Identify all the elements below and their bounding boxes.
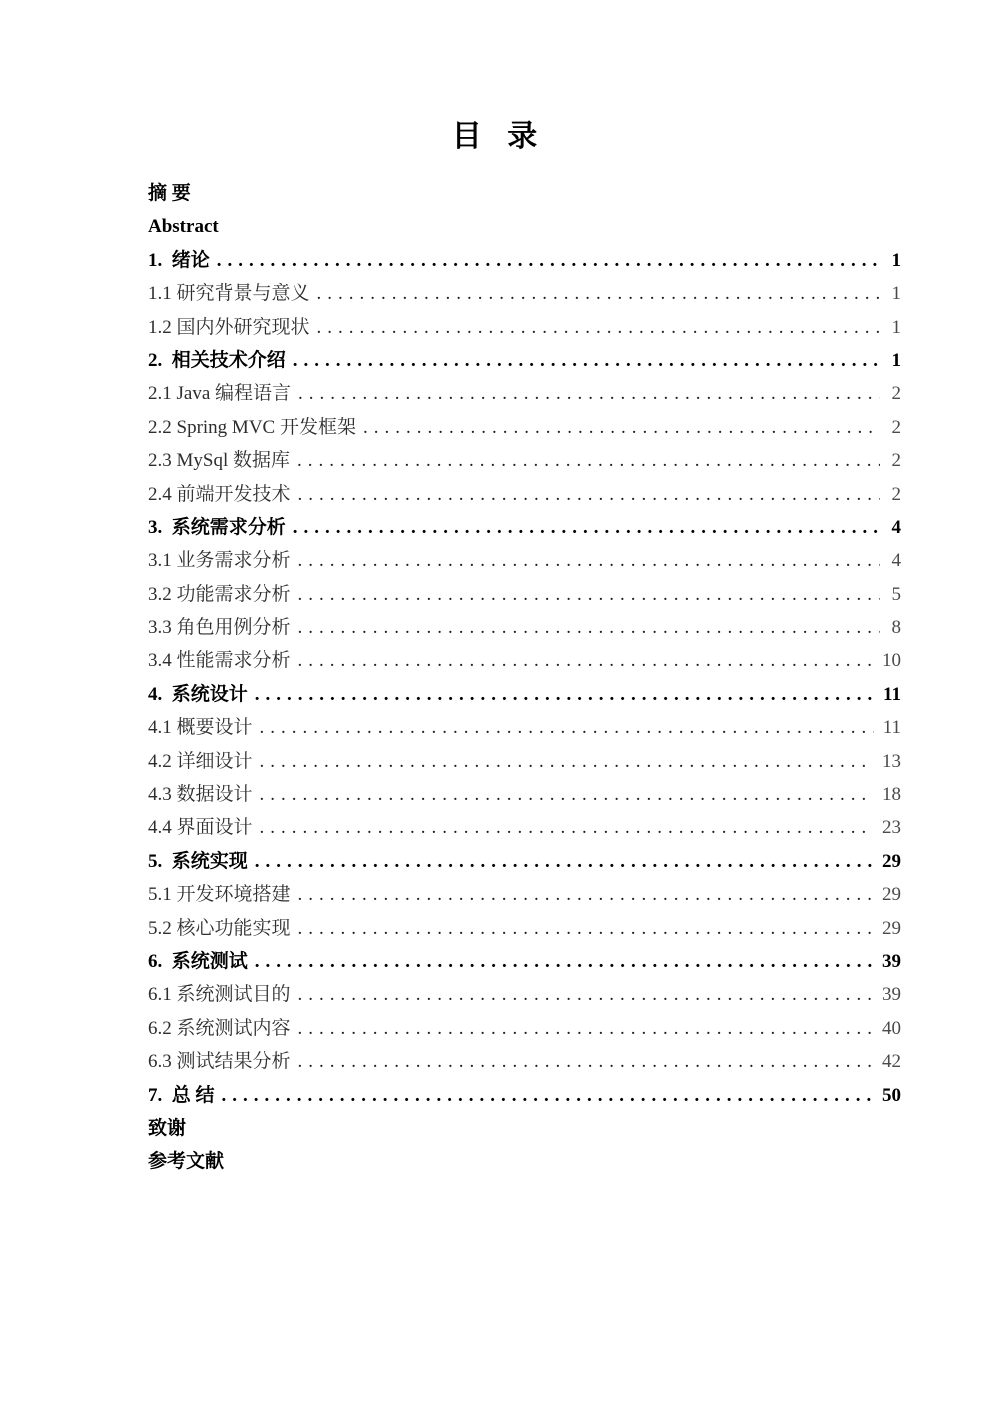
toc-list [148,177,901,1179]
toc-entry-label: 5.2 核心功能实现 [148,917,291,939]
toc-dot-leader [260,811,873,844]
toc-entry-label: 1.1 研究背景与意义 [148,283,310,305]
toc-entry [148,978,901,1011]
toc-entry-label: Abstract [148,216,219,238]
toc-entry [148,878,901,911]
toc-entry-label: 2.3 MySql 数据库 [148,450,290,472]
toc-entry-label: 2.4 前端开发技术 [148,483,291,505]
toc-entry [148,478,901,511]
toc-dot-leader [363,411,880,444]
toc-dot-leader [298,377,880,410]
toc-dot-leader [255,845,873,878]
toc-entry [148,411,901,444]
toc-entry-page: 8 [891,617,901,639]
toc-entry [148,1045,901,1078]
toc-dot-leader [293,511,880,544]
toc-dot-leader [260,778,873,811]
toc-entry [148,711,901,744]
toc-dot-leader [298,578,880,611]
toc-entry-page: 1 [891,249,901,271]
toc-entry-label: 3.3 角色用例分析 [148,617,291,639]
toc-dot-leader [298,644,873,677]
toc-entry [148,177,901,210]
toc-entry [148,311,901,344]
toc-entry-label: 4.4 界面设计 [148,817,253,839]
toc-dot-leader [297,444,880,477]
toc-dot-leader [255,678,874,711]
toc-entry-label: 3.4 性能需求分析 [148,650,291,672]
toc-entry-label: 5. 系统实现 [148,850,248,872]
toc-entry [148,1079,901,1112]
toc-entry [148,377,901,410]
toc-entry-page: 2 [891,383,901,405]
toc-entry-page: 13 [882,750,901,772]
toc-dot-leader [298,978,873,1011]
toc-entry-page: 11 [883,683,901,705]
toc-entry [148,644,901,677]
toc-dot-leader [298,878,873,911]
toc-entry [148,945,901,978]
toc-entry-label: 6.3 测试结果分析 [148,1051,291,1073]
toc-entry-page [889,1112,901,1145]
toc-entry-page: 2 [891,483,901,505]
toc-entry-label: 1. 绪论 [148,249,210,271]
toc-dot-leader [260,745,873,778]
page-title: 目 录 [451,120,540,153]
toc-entry-page: 1 [891,316,901,338]
toc-entry-page: 11 [882,717,901,739]
toc-entry-page: 39 [882,984,901,1006]
toc-dot-leader [193,1112,880,1145]
toc-dot-leader [298,544,880,577]
toc-entry [148,778,901,811]
toc-entry-page: 42 [882,1051,901,1073]
toc-entry-page: 4 [891,516,901,538]
toc-entry [148,845,901,878]
toc-entry-label: 2.1 Java 编程语言 [148,383,292,405]
toc-dot-leader [317,311,880,344]
toc-entry-label: 6.1 系统测试目的 [148,984,291,1006]
toc-entry [148,912,901,945]
toc-entry-label: 1.2 国内外研究现状 [148,316,310,338]
toc-entry-label: 摘 要 [148,183,191,204]
toc-dot-leader [217,244,880,277]
toc-entry-page: 5 [891,583,901,605]
toc-entry [148,244,901,277]
toc-entry-label: 4.2 详细设计 [148,750,253,772]
toc-entry-label: 3.2 功能需求分析 [148,583,291,605]
toc-entry [148,1145,901,1178]
toc-entry-label: 6. 系统测试 [148,950,248,972]
toc-entry-label: 致谢 [148,1117,187,1139]
toc-entry-page: 4 [891,550,901,572]
toc-entry [148,611,901,644]
toc-entry [148,544,901,577]
toc-dot-leader [298,1045,873,1078]
toc-entry-label: 3. 系统需求分析 [148,516,286,538]
toc-entry-page: 1 [891,283,901,305]
toc-entry-page: 2 [891,450,901,472]
toc-entry [148,277,901,310]
toc-entry-page [889,210,901,243]
toc-entry-label: 2. 相关技术介绍 [148,349,286,371]
toc-entry-page: 1 [891,349,901,371]
toc-entry-label: 4.3 数据设计 [148,784,253,806]
toc-dot-leader [260,711,874,744]
toc-entry-page: 40 [882,1017,901,1039]
toc-entry-label: 4.1 概要设计 [148,717,253,739]
toc-dot-leader [317,277,880,310]
toc-entry-page: 50 [882,1084,901,1106]
toc-entry [148,1112,901,1145]
toc-entry [148,444,901,477]
toc-entry-label: 6.2 系统测试内容 [148,1017,291,1039]
toc-entry-label: 3.1 业务需求分析 [148,550,291,572]
toc-entry-page [889,177,901,210]
toc-entry-label: 2.2 Spring MVC 开发框架 [148,416,356,438]
toc-dot-leader [222,1079,873,1112]
toc-dot-leader [298,912,873,945]
toc-dot-leader [298,1012,873,1045]
toc-entry-label: 参考文献 [148,1151,225,1173]
toc-dot-leader [298,478,880,511]
toc-entry-page: 23 [882,817,901,839]
toc-entry [148,745,901,778]
toc-dot-leader [298,611,880,644]
toc-entry [148,344,901,377]
toc-entry [148,511,901,544]
toc-entry-label: 7. 总 结 [148,1084,215,1106]
toc-entry-page: 39 [882,950,901,972]
toc-entry [148,811,901,844]
toc-entry-page: 29 [882,884,901,906]
toc-dot-leader [198,177,880,210]
toc-dot-leader [255,945,873,978]
toc-entry [148,678,901,711]
toc-entry-page: 29 [882,917,901,939]
toc-entry [148,210,901,243]
toc-dot-leader [231,1145,880,1178]
toc-entry-label: 5.1 开发环境搭建 [148,884,291,906]
toc-dot-leader [293,344,880,377]
toc-entry-label: 4. 系统设计 [148,683,248,705]
toc-entry [148,1012,901,1045]
toc-entry [148,578,901,611]
toc-entry-page: 29 [882,850,901,872]
toc-entry-page: 18 [882,784,901,806]
toc-entry-page: 2 [891,416,901,438]
toc-dot-leader [226,210,880,243]
toc-entry-page [889,1145,901,1178]
toc-entry-page: 10 [882,650,901,672]
